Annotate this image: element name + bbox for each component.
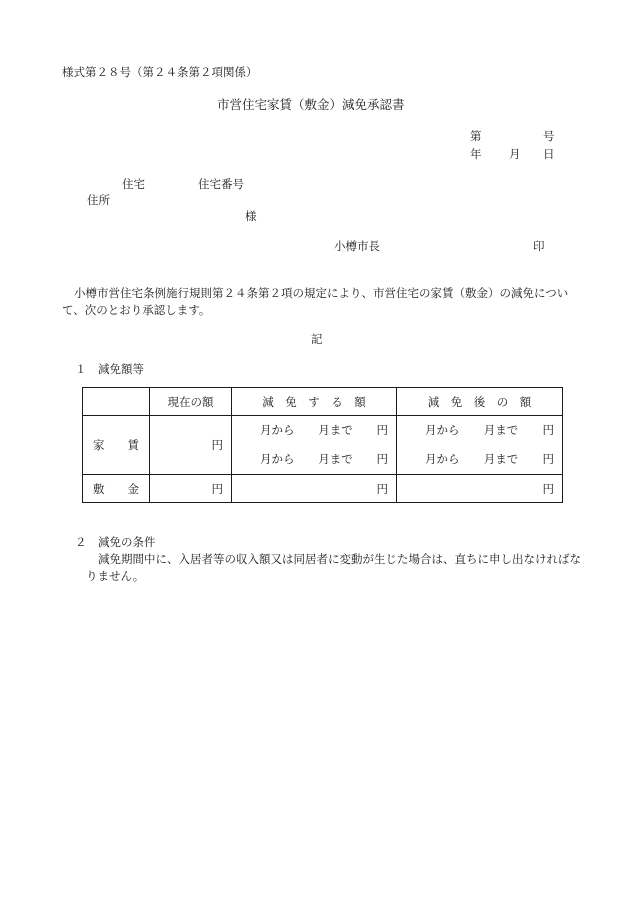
- period-line: [397, 422, 562, 437]
- yen-unit: 円: [376, 481, 388, 496]
- yen-unit: 円: [542, 481, 554, 496]
- yen-unit: 円: [542, 422, 554, 437]
- table-header-row: [83, 388, 563, 416]
- period-line: [232, 454, 396, 466]
- address-label: 住所: [87, 193, 110, 207]
- seal-mark: 印: [533, 239, 545, 253]
- yen-unit: 円: [376, 422, 388, 437]
- table-row-deposit: [83, 475, 563, 503]
- header-after-amount: 減 免 後 の 額: [397, 388, 563, 416]
- rent-current-amount: [150, 416, 232, 475]
- period-line: [232, 422, 396, 437]
- document-number-label: 第: [470, 129, 482, 143]
- rent-after-periods: [397, 416, 563, 475]
- period-from: 月から: [425, 452, 460, 466]
- document-number-suffix: 号: [543, 129, 555, 143]
- approval-statement: 小樽市営住宅条例施行規則第２４条第２項の規定により、市営住宅の家賃（敷金）の減免について、次のとおり承認します。: [62, 286, 569, 317]
- deposit-label: 敷 金: [83, 475, 150, 503]
- period-line: [397, 454, 562, 466]
- period-from: 月から: [425, 422, 460, 437]
- period-from: 月から: [260, 452, 295, 466]
- period-from: 月から: [260, 422, 295, 437]
- header-reduction-amount: 減 免 す る 額: [232, 388, 397, 416]
- period-to: 月まで: [318, 422, 353, 437]
- period-to: 月まで: [318, 452, 353, 466]
- date-month-label: 月: [509, 147, 521, 161]
- rent-label: 家 賃: [83, 416, 150, 475]
- period-to: 月まで: [483, 452, 519, 466]
- ki-heading: 記: [311, 332, 323, 346]
- form-id: 様式第２８号（第２４条第２項関係）: [62, 65, 258, 79]
- section1-title: １ 減免額等: [75, 362, 144, 376]
- rent-reduction-periods: [232, 416, 397, 475]
- issuer-title: 小樽市長: [334, 239, 380, 253]
- housing-number-label: 住宅番号: [198, 177, 244, 191]
- section2-body: 減免期間中に、入居者等の収入額又は同居者に変動が生じた場合は、直ちに申し出なければなりません。: [86, 552, 581, 583]
- header-blank: [83, 388, 150, 416]
- header-current-amount: 現在の額: [150, 388, 232, 416]
- deposit-after-amount: [397, 475, 563, 503]
- deposit-current-amount: [150, 475, 232, 503]
- deposit-reduction-amount: [232, 475, 397, 503]
- period-to: 月まで: [483, 422, 519, 437]
- date-day-label: 日: [543, 147, 555, 161]
- date-year-label: 年: [470, 147, 482, 161]
- yen-unit: 円: [211, 438, 223, 452]
- yen-unit: 円: [211, 481, 223, 496]
- housing-label: 住宅: [122, 177, 145, 191]
- reduction-table: [82, 387, 563, 503]
- document-title: 市営住宅家賃（敷金）減免承認書: [217, 97, 405, 112]
- table-row-rent: [83, 416, 563, 475]
- yen-unit: 円: [376, 452, 388, 466]
- yen-unit: 円: [542, 452, 554, 466]
- recipient-honorific: 様: [245, 209, 257, 223]
- section2-title: ２ 減免の条件: [75, 535, 156, 549]
